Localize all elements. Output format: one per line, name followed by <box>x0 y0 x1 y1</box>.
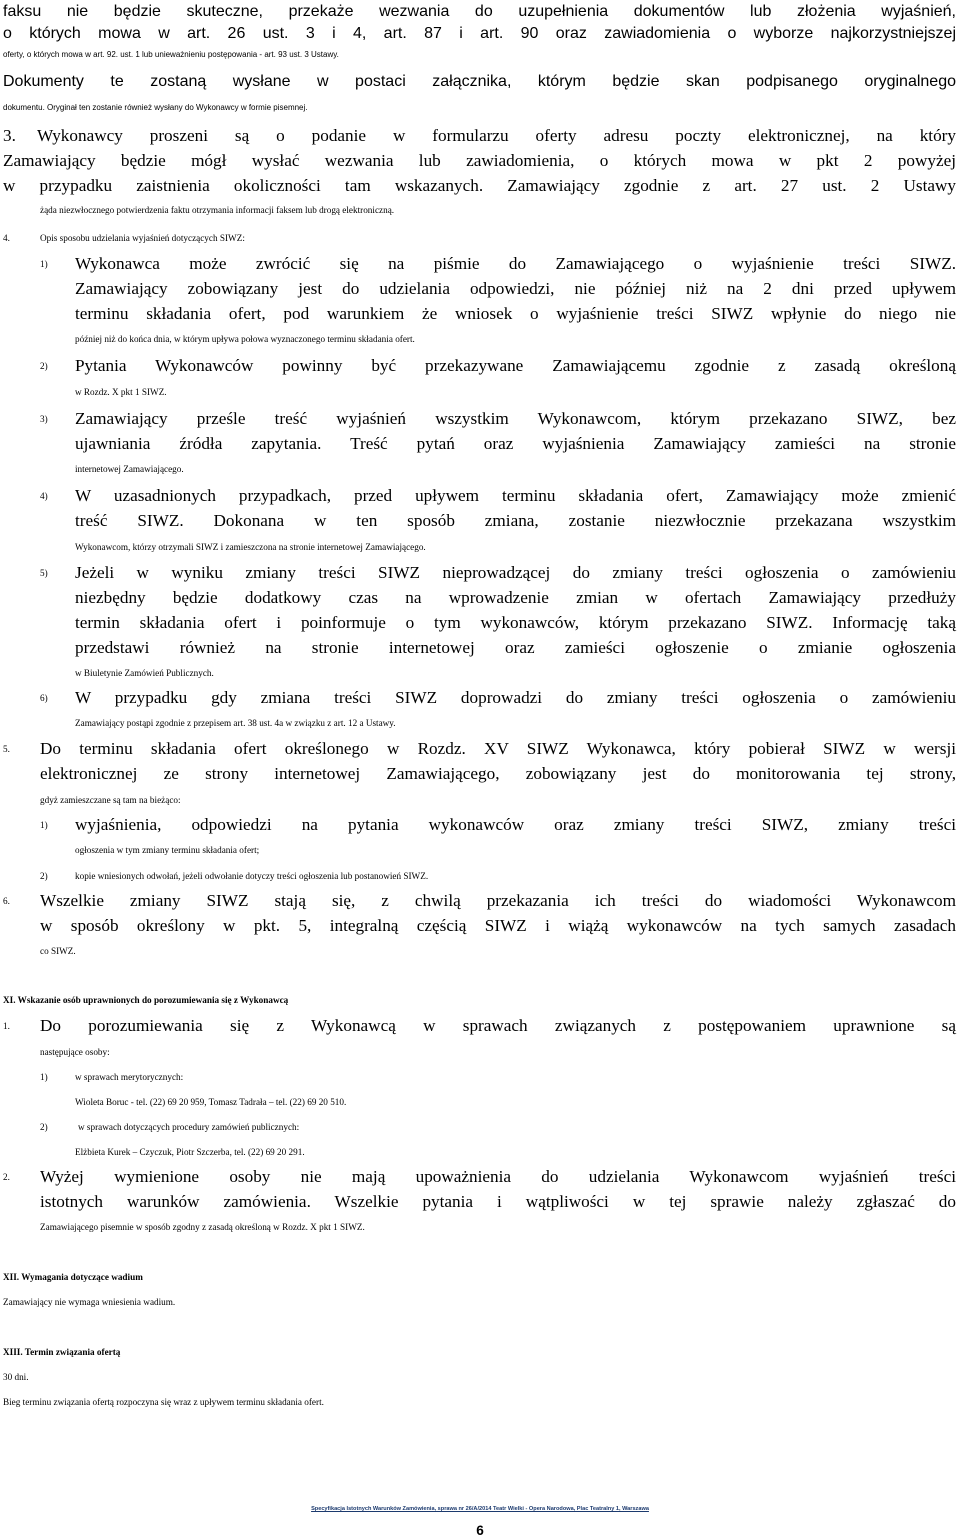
text-line: Zamawiający prześle treść wyjaśnień wszystkim Wykonawcom, którym przekazano SIWZ, bez <box>75 409 956 428</box>
sub-number: 6) <box>40 693 48 703</box>
list-number: 1. <box>3 1021 10 1031</box>
text-line: terminu składania ofert, pod warunkiem że wniosek o wyjaśnienie treści SIWZ wpłynie do niego nie <box>75 304 956 323</box>
text-line: Zamawiający nie wymaga wniesienia wadium. <box>3 1297 176 1307</box>
list-number: 6. <box>3 896 10 906</box>
sub-number: 1) <box>40 259 48 269</box>
text-line: Do terminu składania ofert określonego w Rozdz. XV SIWZ Wykonawca, który pobierał SIWZ w wersji <box>40 739 956 758</box>
sub-number: 3) <box>40 414 48 424</box>
sub-number: 4) <box>40 491 48 501</box>
text-line: Zamawiającego pisemnie w sposób zgodny z zasadą określoną w Rozdz. X pkt 1 SIWZ. <box>40 1222 365 1232</box>
text-line: Zamawiający postąpi zgodnie z przepisem art. 38 ust. 4a w związku z art. 12 a Ustawy. <box>75 718 396 728</box>
text-line: gdyż zamieszczane są tam na bieżąco: <box>40 795 181 805</box>
text-line: Do porozumiewania się z Wykonawcą w sprawach związanych z postępowaniem uprawnione są <box>40 1016 956 1035</box>
text-line: internetowej Zamawiającego. <box>75 464 184 474</box>
text-line: Wykonawca może zwrócić się na piśmie do Zamawiającego o wyjaśnienie treści SIWZ. <box>75 254 956 273</box>
section-subtitle: Opis sposobu udzielania wyjaśnień dotyczących SIWZ: <box>40 233 245 243</box>
text-line: wyjaśnienia, odpowiedzi na pytania wykonawców oraz zmiany treści SIWZ, zmiany treści <box>75 815 956 834</box>
text-line: Jeżeli w wyniku zmiany treści SIWZ nieprowadzącej do zmiany treści ogłoszenia o zamówieniu <box>75 563 956 582</box>
section-heading: XII. Wymagania dotyczące wadium <box>3 1272 143 1282</box>
text-line: Wykonawcy proszeni są o podanie w formularzu oferty adresu poczty elektronicznej, na który <box>37 126 956 145</box>
text-line: 30 dni. <box>3 1372 29 1382</box>
text-line: kopie wniesionych odwołań, jeżeli odwołanie dotyczy treści ogłoszenia lub postanowień SIWZ. <box>75 871 429 881</box>
page-footer: Specyfikacja Istotnych Warunków Zamówienia, sprawa nr 26/A/2014 Teatr Wielki - Opera Narodowa, Plac Teatralny 1, Warszawa <box>311 1506 649 1512</box>
sub-number: 5) <box>40 568 48 578</box>
list-number: 3. <box>3 126 16 145</box>
text-line: następujące osoby: <box>40 1047 110 1057</box>
contact-persons: Elżbieta Kurek – Czyczuk, Piotr Szczerba, tel. (22) 69 20 291. <box>75 1147 305 1157</box>
text-line: Zamawiający będzie mógł wysłać wezwania lub zawiadomienia, o których mowa w pkt 2 powyżej <box>3 151 956 170</box>
page-number: 6 <box>476 1523 484 1538</box>
text-line: oferty, o których mowa w art. 92. ust. 1 lub unieważnieniu postępowania - art. 93 ust. 3 Ustawy. <box>3 50 339 59</box>
list-number: 2. <box>3 1172 10 1182</box>
text-line: W uzasadnionych przypadkach, przed upływem terminu składania ofert, Zamawiający może zmienić <box>75 486 956 505</box>
text-line: Wyżej wymienione osoby nie mają upoważnienia do udzielania Wykonawcom wyjaśnień treści <box>40 1167 956 1186</box>
text-line: żąda niezwłocznego potwierdzenia faktu otrzymania informacji faksem lub drogą elektroniczną. <box>40 205 395 215</box>
section-heading: XIII. Termin związania ofertą <box>3 1347 121 1357</box>
text-line: Wszelkie zmiany SIWZ stają się, z chwilą przekazania ich treści do wiadomości Wykonawcom <box>40 891 956 910</box>
text-line: w sprawach merytorycznych: <box>75 1072 184 1082</box>
text-line: W przypadku gdy zmiana treści SIWZ doprowadzi do zmiany treści ogłoszenia o zamówieniu <box>75 688 956 707</box>
list-number: 4. <box>3 233 10 243</box>
text-line: ogłoszenia w tym zmiany terminu składania ofert; <box>75 845 260 855</box>
text-line: faksu nie będzie skuteczne, przekaże wezwania do uzupełnienia dokumentów lub złożenia wyjaśnień, <box>3 3 956 20</box>
text-line: w Biuletynie Zamówień Publicznych. <box>75 668 214 678</box>
text-line: później niż do końca dnia, w którym upływa połowa wyznaczonego terminu składania ofert. <box>75 334 415 344</box>
section-heading: XI. Wskazanie osób uprawnionych do porozumiewania się z Wykonawcą <box>3 995 289 1005</box>
text-line: w Rozdz. X pkt 1 SIWZ. <box>75 387 167 397</box>
sub-number: 2) <box>40 361 48 371</box>
sub-number: 2) <box>40 871 48 881</box>
list-number: 5. <box>3 744 10 754</box>
text-line: w sposób określony w pkt. 5, integralną częścią SIWZ i wiążą wykonawców na tych samych zasadach <box>40 916 956 935</box>
text-line: w przypadku zaistnienia okoliczności tam wskazanych. Zamawiający zgodnie z art. 27 ust. 2 Ustawy <box>3 176 956 195</box>
contact-persons: Wioleta Boruc - tel. (22) 69 20 959, Tomasz Tadrała – tel. (22) 69 20 510. <box>75 1097 347 1107</box>
text-line: Wykonawcom, którzy otrzymali SIWZ i zamieszczona na stronie internetowej Zamawiającego. <box>75 542 426 552</box>
text-line: Bieg terminu związania ofertą rozpoczyna się wraz z upływem terminu składania ofert. <box>3 1397 324 1407</box>
text-line: Pytania Wykonawców powinny być przekazywane Zamawiającemu zgodnie z zasadą określoną <box>75 356 956 375</box>
text-line: o których mowa w art. 26 ust. 3 i 4, art. 87 i art. 90 oraz zawiadomienia o wyborze najkorzystniejszej <box>3 25 956 42</box>
text-line: treść SIWZ. Dokonana w ten sposób zmiana, zostanie niezwłocznie przekazana wszystkim <box>75 511 956 530</box>
text-line: termin składania ofert i poinformuje o tym wykonawców, którym przekazano SIWZ. Informację taką <box>75 613 956 632</box>
text-line: dokumentu. Oryginał ten zostanie również wysłany do Wykonawcy w formie pisemnej. <box>3 103 308 112</box>
text-line: istotnych warunków zamówienia. Wszelkie pytania i wątpliwości w tej sprawie należy zgłaszać do <box>40 1192 956 1211</box>
text-line: przedstawi również na stronie internetowej oraz zamieści ogłoszenie o zmianie ogłoszenia <box>75 638 956 657</box>
text-line: elektronicznej ze strony internetowej Zamawiającego, zobowiązany jest do monitorowania tej strony, <box>40 764 956 783</box>
sub-number: 1) <box>40 820 48 830</box>
text-line: ujawniania źródła zapytania. Treść pytań oraz wyjaśnienia Zamawiający zamieści na stronie <box>75 434 956 453</box>
text-line: Dokumenty te zostaną wysłane w postaci załącznika, którym będzie skan podpisanego oryginalnego <box>3 73 956 90</box>
text-line: w sprawach dotyczących procedury zamówień publicznych: <box>78 1122 300 1132</box>
sub-number: 2) <box>40 1122 48 1132</box>
text-line: co SIWZ. <box>40 946 76 956</box>
text-line: Zamawiający zobowiązany jest do udzielania odpowiedzi, nie później niż na 2 dni przed upływem <box>75 279 956 298</box>
sub-number: 1) <box>40 1072 48 1082</box>
text-line: niezbędny będzie dodatkowy czas na wprowadzenie zmian w ofertach Zamawiający przedłuży <box>75 588 956 607</box>
